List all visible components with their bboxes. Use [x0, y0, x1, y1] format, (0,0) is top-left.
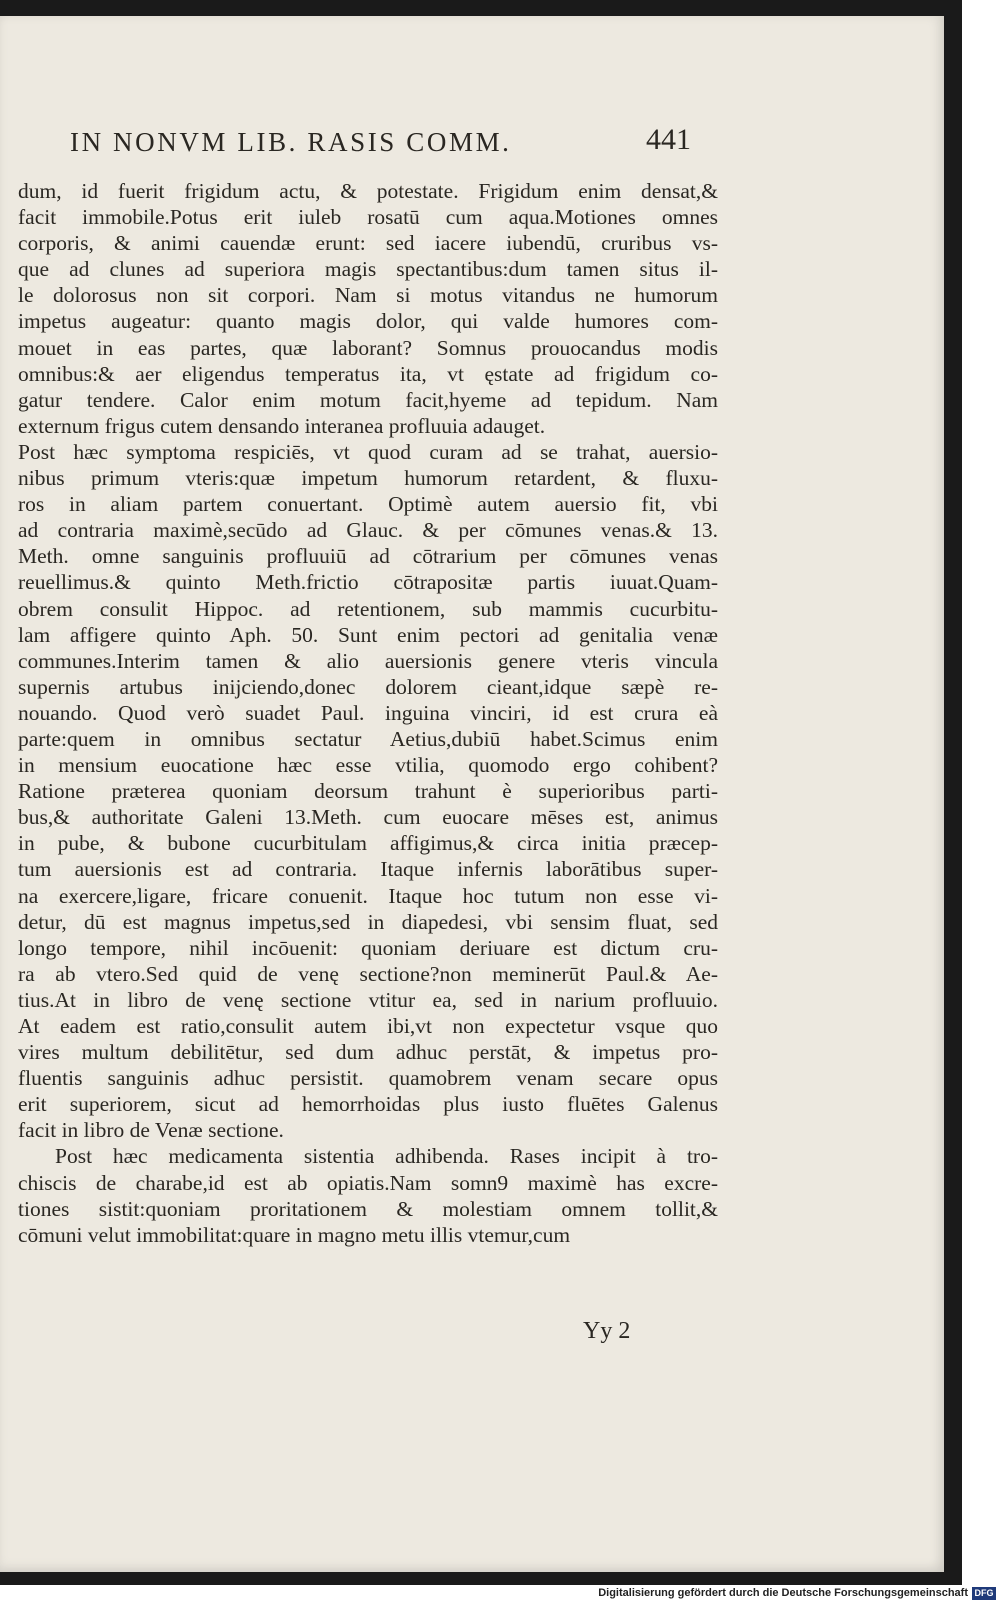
- text-line: na exercere,ligare, fricare conuenit. Itaque hoc tutum non esse vi-: [18, 883, 718, 908]
- text-line: dum, id fuerit frigidum actu, & potestate. Frigidum enim densat,&: [18, 179, 718, 203]
- body-text: [18, 178, 718, 1248]
- text-line: chiscis de charabe,id est ab opiatis.Nam somn9 maximè has excre-: [18, 1170, 718, 1195]
- text-line: fluentis sanguinis adhuc persistit. quamobrem venam secare opus: [18, 1066, 718, 1091]
- text-line: cōmuni velut immobilitat:quare in magno metu illis vtemur,cum: [18, 1222, 571, 1247]
- running-title: IN NONVM LIB. RASIS COMM.: [70, 127, 512, 157]
- text-line: parte:quem in omnibus sectatur Aetius,dubiū habet.Scimus enim: [18, 726, 718, 751]
- text-line: Post hæc symptoma respiciēs, vt quod curam ad se trahat, auersio-: [18, 439, 718, 464]
- text-line: facit in libro de Venæ sectione.: [18, 1118, 284, 1143]
- text-line: mouet in eas partes, quæ laborant? Somnus prouocandus modis: [18, 335, 718, 360]
- text-line: supernis artubus inijciendo,donec dolorem cieant,idque sæpè re-: [18, 674, 718, 699]
- text-line: externum frigus cutem densando interanea profluuia adauget.: [18, 413, 546, 438]
- running-head: [70, 123, 720, 163]
- text-line: facit immobile.Potus erit iuleb rosatū cum aqua.Motiones omnes: [18, 205, 718, 230]
- text-line: in mensium euocatione hæc esse vtilia, quomodo ergo cohibent?: [18, 753, 718, 778]
- text-line: communes.Interim tamen & alio auersionis genere vteris vincula: [18, 648, 718, 673]
- book-page: [0, 16, 944, 1572]
- text-line: ros in aliam partem conuertant. Optimè autem auersio fit, vbi: [18, 492, 718, 517]
- text-line: gatur tendere. Calor enim motum facit,hyeme ad tepidum. Nam: [18, 387, 718, 412]
- text-line: Ratione præterea quoniam deorsum trahunt è superioribus parti-: [18, 779, 718, 804]
- text-line: omnibus:& aer eligendus temperatus ita, vt ęstate ad frigidum co-: [18, 361, 718, 386]
- text-line: detur, dū est magnus impetus,sed in diapedesi, vbi sensim fluat, sed: [18, 909, 718, 934]
- footer-bar: [0, 1585, 1000, 1603]
- dfg-logo-icon: DFG: [972, 1587, 996, 1600]
- text-line: que ad clunes ad superiora magis spectantibus:dum tamen situs il-: [18, 257, 718, 282]
- text-line: tius.At in libro de venę sectione vtitur ea, sed in narium profluuio.: [18, 987, 718, 1012]
- text-line: tum auersionis est ad contraria. Itaque infernis laborātibus super-: [18, 857, 718, 882]
- text-line: impetus augeatur: quanto magis dolor, qui valde humores com-: [18, 309, 718, 334]
- text-line: le dolorosus non sit corpori. Nam si motus vitandus ne humorum: [18, 283, 718, 308]
- text-line: reuellimus.& quinto Meth.frictio cōtrapositæ partis iuuat.Quam-: [18, 570, 718, 595]
- text-line: nouando. Quod verò suadet Paul. inguina vinciri, id est crura eà: [18, 700, 718, 725]
- text-line: At eadem est ratio,consulit autem ibi,vt non expectetur vsque quo: [18, 1014, 718, 1038]
- text-line: in pube, & bubone cucurbitulam affigimus,& circa initia præcep-: [18, 831, 718, 856]
- text-line: obrem consulit Hippoc. ad retentionem, sub mammis cucurbitu-: [18, 596, 718, 621]
- text-line: corporis, & animi cauendæ erunt: sed iacere iubendū, cruribus vs-: [18, 231, 718, 256]
- text-line: bus,& authoritate Galeni 13.Meth. cum euocare mēses est, animus: [18, 805, 718, 830]
- text-line: Meth. omne sanguinis profluuiū ad cōtrarium per cōmunes venas: [18, 544, 718, 569]
- text-line: vires multum debilitētur, sed dum adhuc perstāt, & impetus pro-: [18, 1040, 718, 1065]
- text-line: longo tempore, nihil incōuenit: quoniam deriuare est dictum cru-: [18, 935, 718, 960]
- funding-note: Digitalisierung gefördert durch die Deutsche Forschungsgemeinschaft: [598, 1587, 968, 1599]
- text-line: erit superiorem, sicut ad hemorrhoidas plus iusto fluētes Galenus: [18, 1092, 718, 1117]
- text-line: tiones sistit:quoniam proritationem & molestiam omnem tollit,&: [18, 1196, 718, 1221]
- page-number: 441: [646, 123, 691, 156]
- signature-mark: Yy 2: [583, 1318, 631, 1344]
- text-line: Post hæc medicamenta sistentia adhibenda. Rases incipit à tro-: [55, 1144, 718, 1169]
- text-line: nibus primum vteris:quæ impetum humorum retardent, & fluxu-: [18, 466, 718, 491]
- text-line: ra ab vtero.Sed quid de venę sectione?non meminerūt Paul.& Ae-: [18, 961, 718, 986]
- text-line: lam affigere quinto Aph. 50. Sunt enim pectori ad genitalia venæ: [18, 622, 718, 647]
- text-line: ad contraria maximè,secūdo ad Glauc. & per cōmunes venas.& 13.: [18, 518, 718, 543]
